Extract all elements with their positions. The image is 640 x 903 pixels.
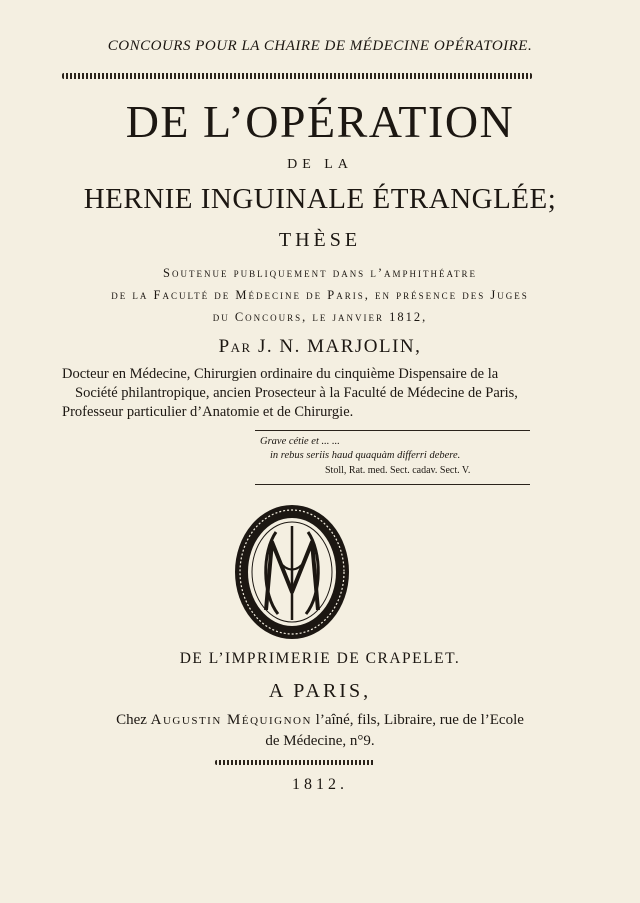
epigraph-line-2: in rebus seriis haud quaquàm differri debere. — [270, 450, 461, 461]
city-line: A PARIS, — [268, 680, 372, 702]
printer-line: DE L’IMPRIMERIE DE CRAPELET. — [179, 650, 461, 667]
author-bio-line-2: Société philantropique, ancien Prosecteur à la Faculté de Médecine de Paris, — [75, 385, 518, 401]
title-main: DE L’OPÉRATION — [125, 96, 515, 147]
title-connector: DE LA — [287, 157, 353, 172]
epigraph-rule-bottom — [255, 484, 530, 485]
defense-line-3: du Concours, le janvier 1812, — [212, 310, 428, 324]
author-bio-line-1: Docteur en Médecine, Chirurgien ordinaire du cinquième Dispensaire de la — [62, 366, 499, 382]
epigraph-citation: Stoll, Rat. med. Sect. cadav. Sect. V. — [325, 465, 471, 476]
author-bio-line-3: Professeur particulier d’Anatomie et de Chirurgie. — [62, 404, 354, 420]
defense-line-1: Soutenue publiquement dans l’amphithéatre — [163, 266, 477, 280]
these-heading: THÈSE — [278, 229, 362, 251]
epigraph-rule-top — [255, 430, 530, 431]
publisher-prefix: Chez — [116, 712, 147, 728]
publisher-line-2: de Médecine, n°9. — [265, 733, 375, 749]
publisher-address: l’aîné, fils, Libraire, rue de l’Ecole — [315, 712, 524, 728]
defense-line-2: de la Faculté de Médecine de Paris, en présence des Juges — [111, 288, 529, 302]
publisher-line-1 — [0, 712, 640, 729]
ornamental-rule-bottom — [215, 760, 375, 765]
publication-year: 1812. — [292, 776, 348, 793]
monogram-seal-icon — [232, 502, 352, 642]
author-name: Par J. N. MARJOLIN, — [218, 336, 422, 357]
title-subject: HERNIE INGUINALE ÉTRANGLÉE; — [83, 183, 557, 215]
ornamental-rule-top — [62, 73, 532, 79]
running-head: CONCOURS POUR LA CHAIRE DE MÉDECINE OPÉRATOIRE. — [107, 38, 533, 54]
publisher-name: Augustin Méquignon — [150, 712, 312, 728]
epigraph-line-1: Grave cétie et ... ... — [260, 436, 340, 447]
